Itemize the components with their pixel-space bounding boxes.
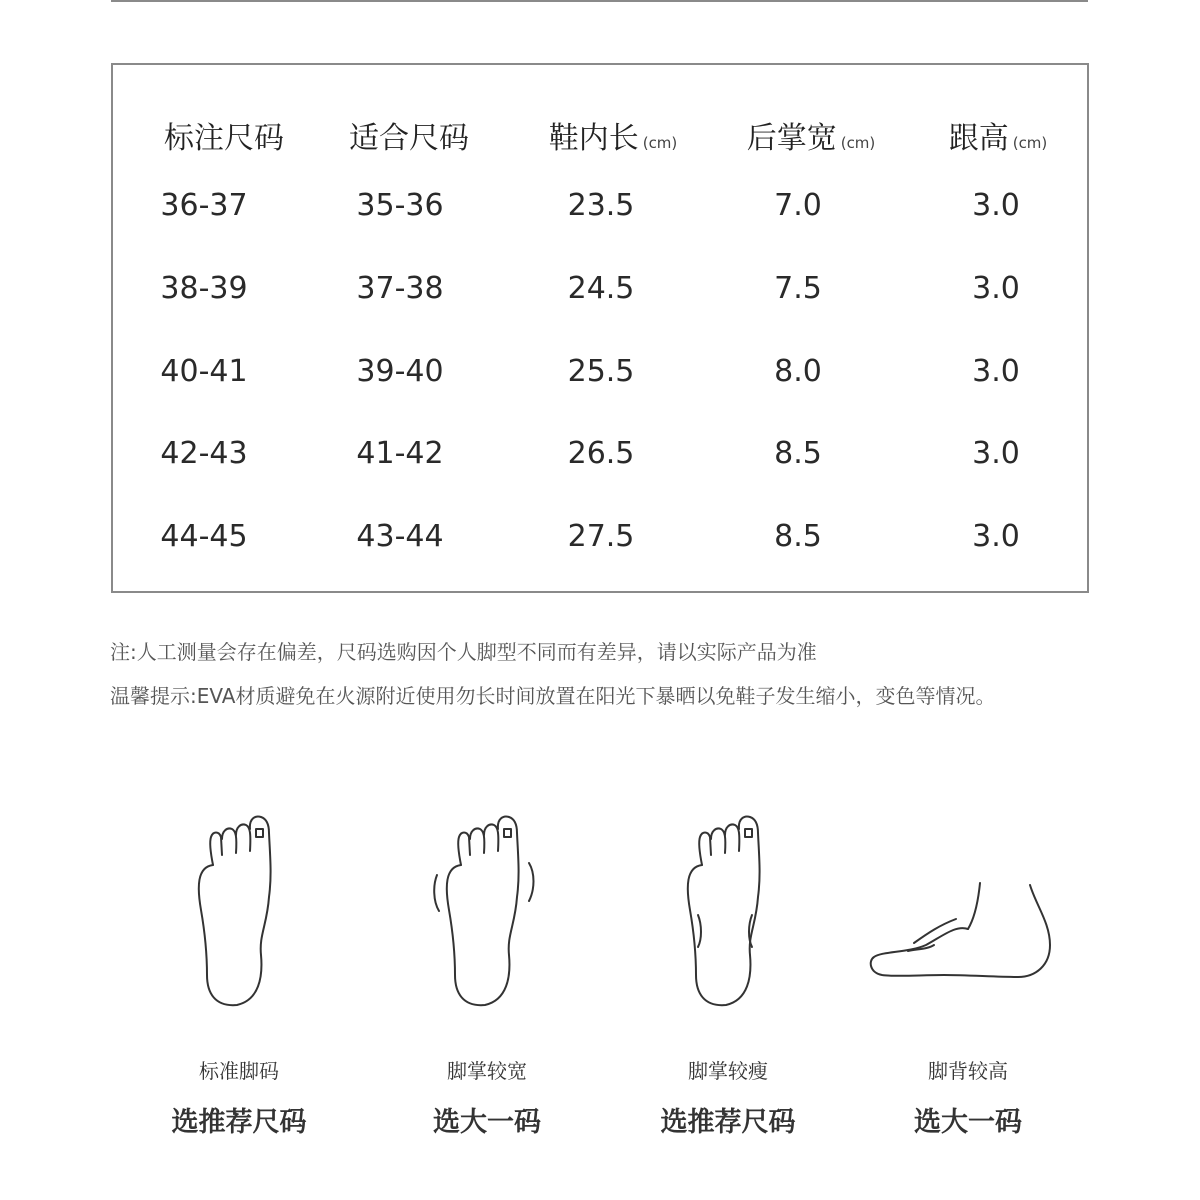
- foot-type-label: 脚背较高: [928, 1059, 1008, 1083]
- high-instep-foot-icon: [868, 815, 1068, 1015]
- table-cell: 27.5: [567, 519, 635, 554]
- table-cell: 8.5: [774, 519, 822, 554]
- table-cell: 35-36: [356, 188, 444, 223]
- table-cell: 25.5: [567, 354, 635, 389]
- table-cell: 8.0: [774, 354, 822, 389]
- foot-type-label: 脚掌较宽: [447, 1059, 527, 1083]
- unit-label: (cm): [642, 134, 678, 152]
- header-heel-height: 跟高 (cm): [948, 121, 1048, 156]
- foot-type-wide: [367, 815, 607, 1139]
- unit-label: (cm): [840, 134, 876, 152]
- narrow-foot-icon: [668, 815, 788, 1015]
- measurement-note: 注:人工测量会存在偏差，尺码选购因个人脚型不同而有差异，请以实际产品为准: [110, 640, 817, 664]
- table-cell: 26.5: [567, 436, 635, 471]
- top-frame-border: [111, 0, 1088, 2]
- size-recommendation: 选大一码: [433, 1107, 541, 1138]
- header-heel-width: 后掌宽 (cm): [746, 121, 876, 156]
- wide-foot-icon: [427, 815, 547, 1015]
- foot-type-label: 标准脚码: [199, 1059, 279, 1083]
- table-cell: 41-42: [356, 436, 444, 471]
- standard-foot-icon: [179, 815, 299, 1015]
- size-table: [111, 63, 1089, 593]
- size-recommendation: 选推荐尺码: [171, 1107, 307, 1138]
- header-fit-size: 适合尺码: [349, 121, 469, 156]
- foot-type-guide: [0, 815, 1200, 1145]
- care-tip: 温馨提示:EVA材质避免在火源附近使用勿长时间放置在阳光下暴晒以免鞋子发生缩小，变色等情况。: [110, 684, 996, 708]
- table-cell: 3.0: [972, 519, 1020, 554]
- size-recommendation: 选大一码: [914, 1107, 1022, 1138]
- table-cell: 38-39: [160, 271, 248, 306]
- table-cell: 3.0: [972, 271, 1020, 306]
- foot-type-narrow: [608, 815, 848, 1139]
- table-cell: 24.5: [567, 271, 635, 306]
- table-cell: 3.0: [972, 188, 1020, 223]
- table-cell: 7.5: [774, 271, 822, 306]
- table-cell: 7.0: [774, 188, 822, 223]
- table-cell: 43-44: [356, 519, 444, 554]
- table-cell: 3.0: [972, 354, 1020, 389]
- notes: [110, 630, 995, 718]
- header-inner-length: 鞋内长 (cm): [548, 121, 678, 156]
- table-cell: 36-37: [160, 188, 248, 223]
- table-cell: 23.5: [567, 188, 635, 223]
- unit-label: (cm): [1012, 134, 1048, 152]
- table-cell: 37-38: [356, 271, 444, 306]
- table-cell: 8.5: [774, 436, 822, 471]
- table-cell: 40-41: [160, 354, 248, 389]
- foot-type-high-instep: [848, 815, 1088, 1139]
- table-cell: 3.0: [972, 436, 1020, 471]
- table-cell: 44-45: [160, 519, 248, 554]
- header-labeled-size: 标注尺码: [164, 121, 284, 156]
- foot-type-standard: [119, 815, 359, 1139]
- table-cell: 42-43: [160, 436, 248, 471]
- table-cell: 39-40: [356, 354, 444, 389]
- size-recommendation: 选推荐尺码: [660, 1107, 796, 1138]
- foot-type-label: 脚掌较瘦: [688, 1059, 768, 1083]
